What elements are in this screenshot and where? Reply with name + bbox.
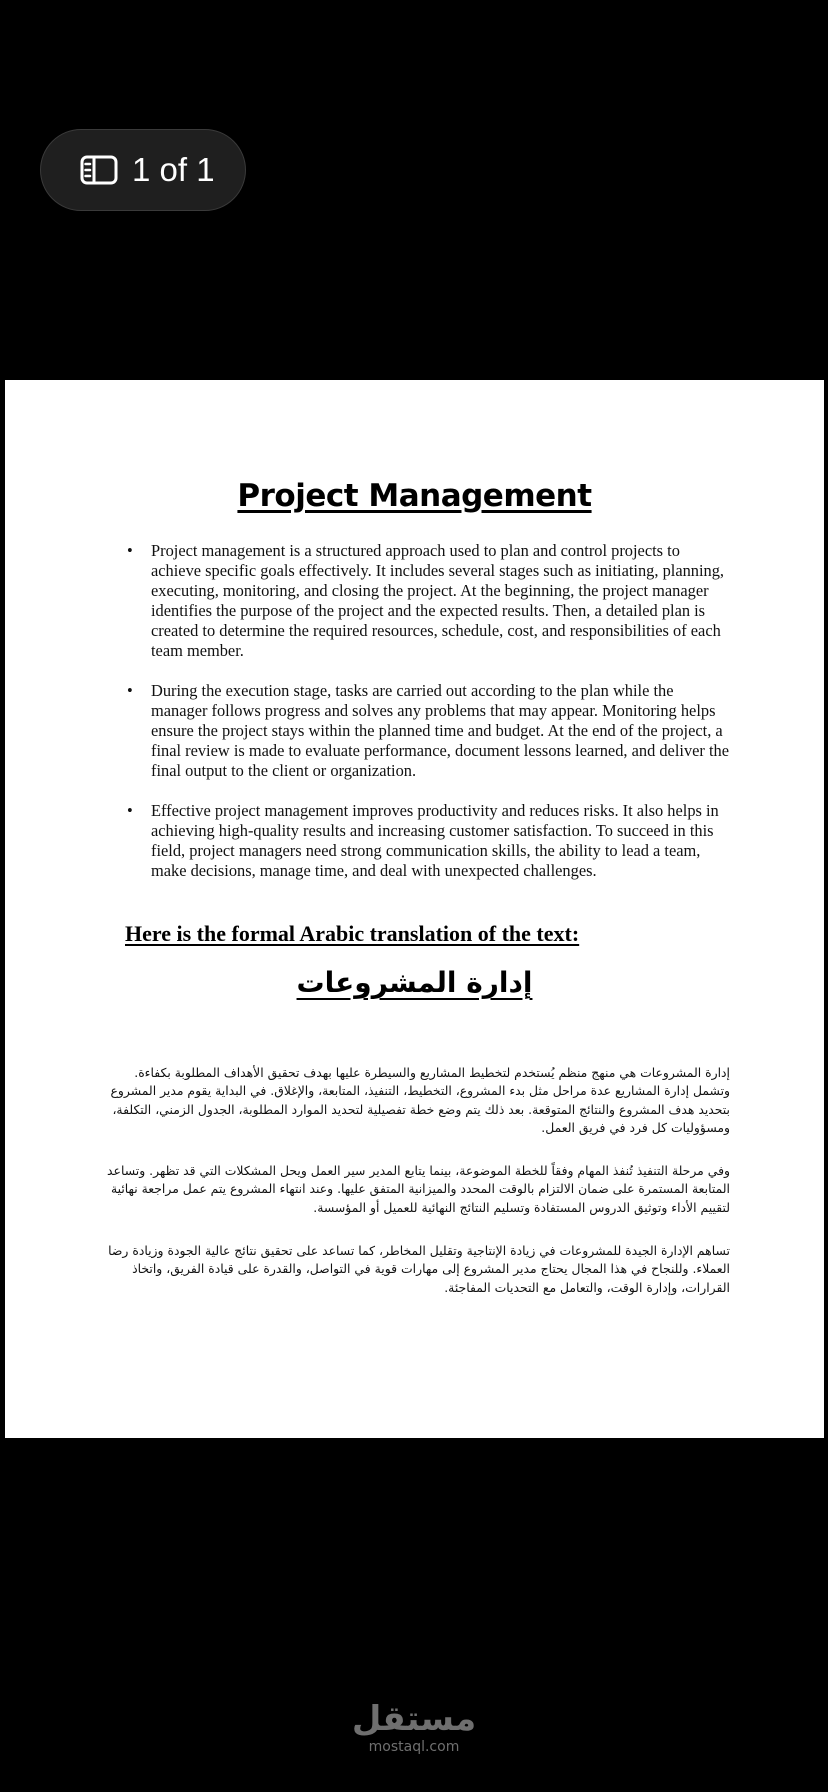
watermark-logo bbox=[0, 1700, 828, 1756]
arabic-paragraph: إدارة المشروعات هي منهج منظم يُستخدم لتخطيط المشاريع والسيطرة عليها بهدف تحقيق الأهداف المطلوبة بكفاءة. وتشمل إدارة المشاريع عدة مراحل مثل بدء المشروع، التخطيط، التنفيذ، المتابعة، والإغلاق. في البداية يقوم مدير المشروع بتحديد هدف المشروع والنتائج المتوقعة. بعد ذلك يتم وضع خطة تفصيلية لتحديد الموارد المطلوبة، الجدول الزمني، التكلفة، ومسؤوليات كل فرد في فريق العمل. bbox=[110, 1065, 730, 1136]
translation-heading: Here is the formal Arabic translation of the text: bbox=[125, 921, 580, 946]
arabic-paragraph: وفي مرحلة التنفيذ تُنفذ المهام وفقاً للخطة الموضوعة، بينما يتابع المدير سير العمل ويحل المشكلات التي قد تظهر. وتساعد المتابعة المستمرة على ضمان الالتزام بالوقت المحدد والميزانية المتفق عليها. وعند انتهاء المشروع يتم عمل مراجعة نهائية لتقييم الأداء وتوثيق الدروس المستفادة وتسليم النتائج النهائية للعميل أو المؤسسة. bbox=[107, 1163, 730, 1215]
bullet-item: • During the execution stage, tasks are carried out according to the plan while the manager follows progress and solves any problems that may appear. Monitoring helps ensure the project stays within the planned time and budget. At the end of the project, a final review is made to evaluate performance, document lessons learned, and deliver the final output to the client or organization. bbox=[109, 681, 729, 781]
bullet-item: • Effective project management improves productivity and reduces risks. It also helps in achieving high-quality results and increasing customer satisfaction. To succeed in this field, project managers need strong communication skills, the ability to lead a team, make decisions, manage time, and deal with unexpected challenges. bbox=[109, 801, 729, 881]
watermark-url: mostaql.com bbox=[368, 1739, 460, 1755]
arabic-paragraph: تساهم الإدارة الجيدة للمشروعات في زيادة الإنتاجية وتقليل المخاطر، كما تساعد على تحقيق نتائج عالية الجودة وزيادة رضا العملاء. وللنجاح في هذا المجال يحتاج مدير المشروع إلى مهارات قوية في التواصل، والقدرة على قيادة الفريق، واتخاذ القرارات، وإدارة الوقت، والتعامل مع التحديات المفاجئة. bbox=[108, 1243, 730, 1295]
arabic-title: إدارة المشروعات bbox=[296, 966, 533, 999]
watermark-arabic: مستقل bbox=[351, 1699, 477, 1739]
document-title: Project Management bbox=[237, 478, 592, 514]
document-page bbox=[5, 380, 824, 1438]
page-indicator-pill[interactable] bbox=[40, 129, 246, 211]
sidebar-panel-icon bbox=[80, 155, 118, 185]
page-indicator-text: 1 of 1 bbox=[132, 151, 215, 188]
bullet-list bbox=[109, 541, 729, 901]
bullet-item: • Project management is a structured approach used to plan and control projects to achieve specific goals effectively. It includes several stages such as initiating, planning, executing, monitoring, and closing the project. At the beginning, the project manager identifies the purpose of the project and the expected results. Then, a detailed plan is created to determine the required resources, schedule, cost, and responsibilities of each team member. bbox=[109, 541, 729, 661]
